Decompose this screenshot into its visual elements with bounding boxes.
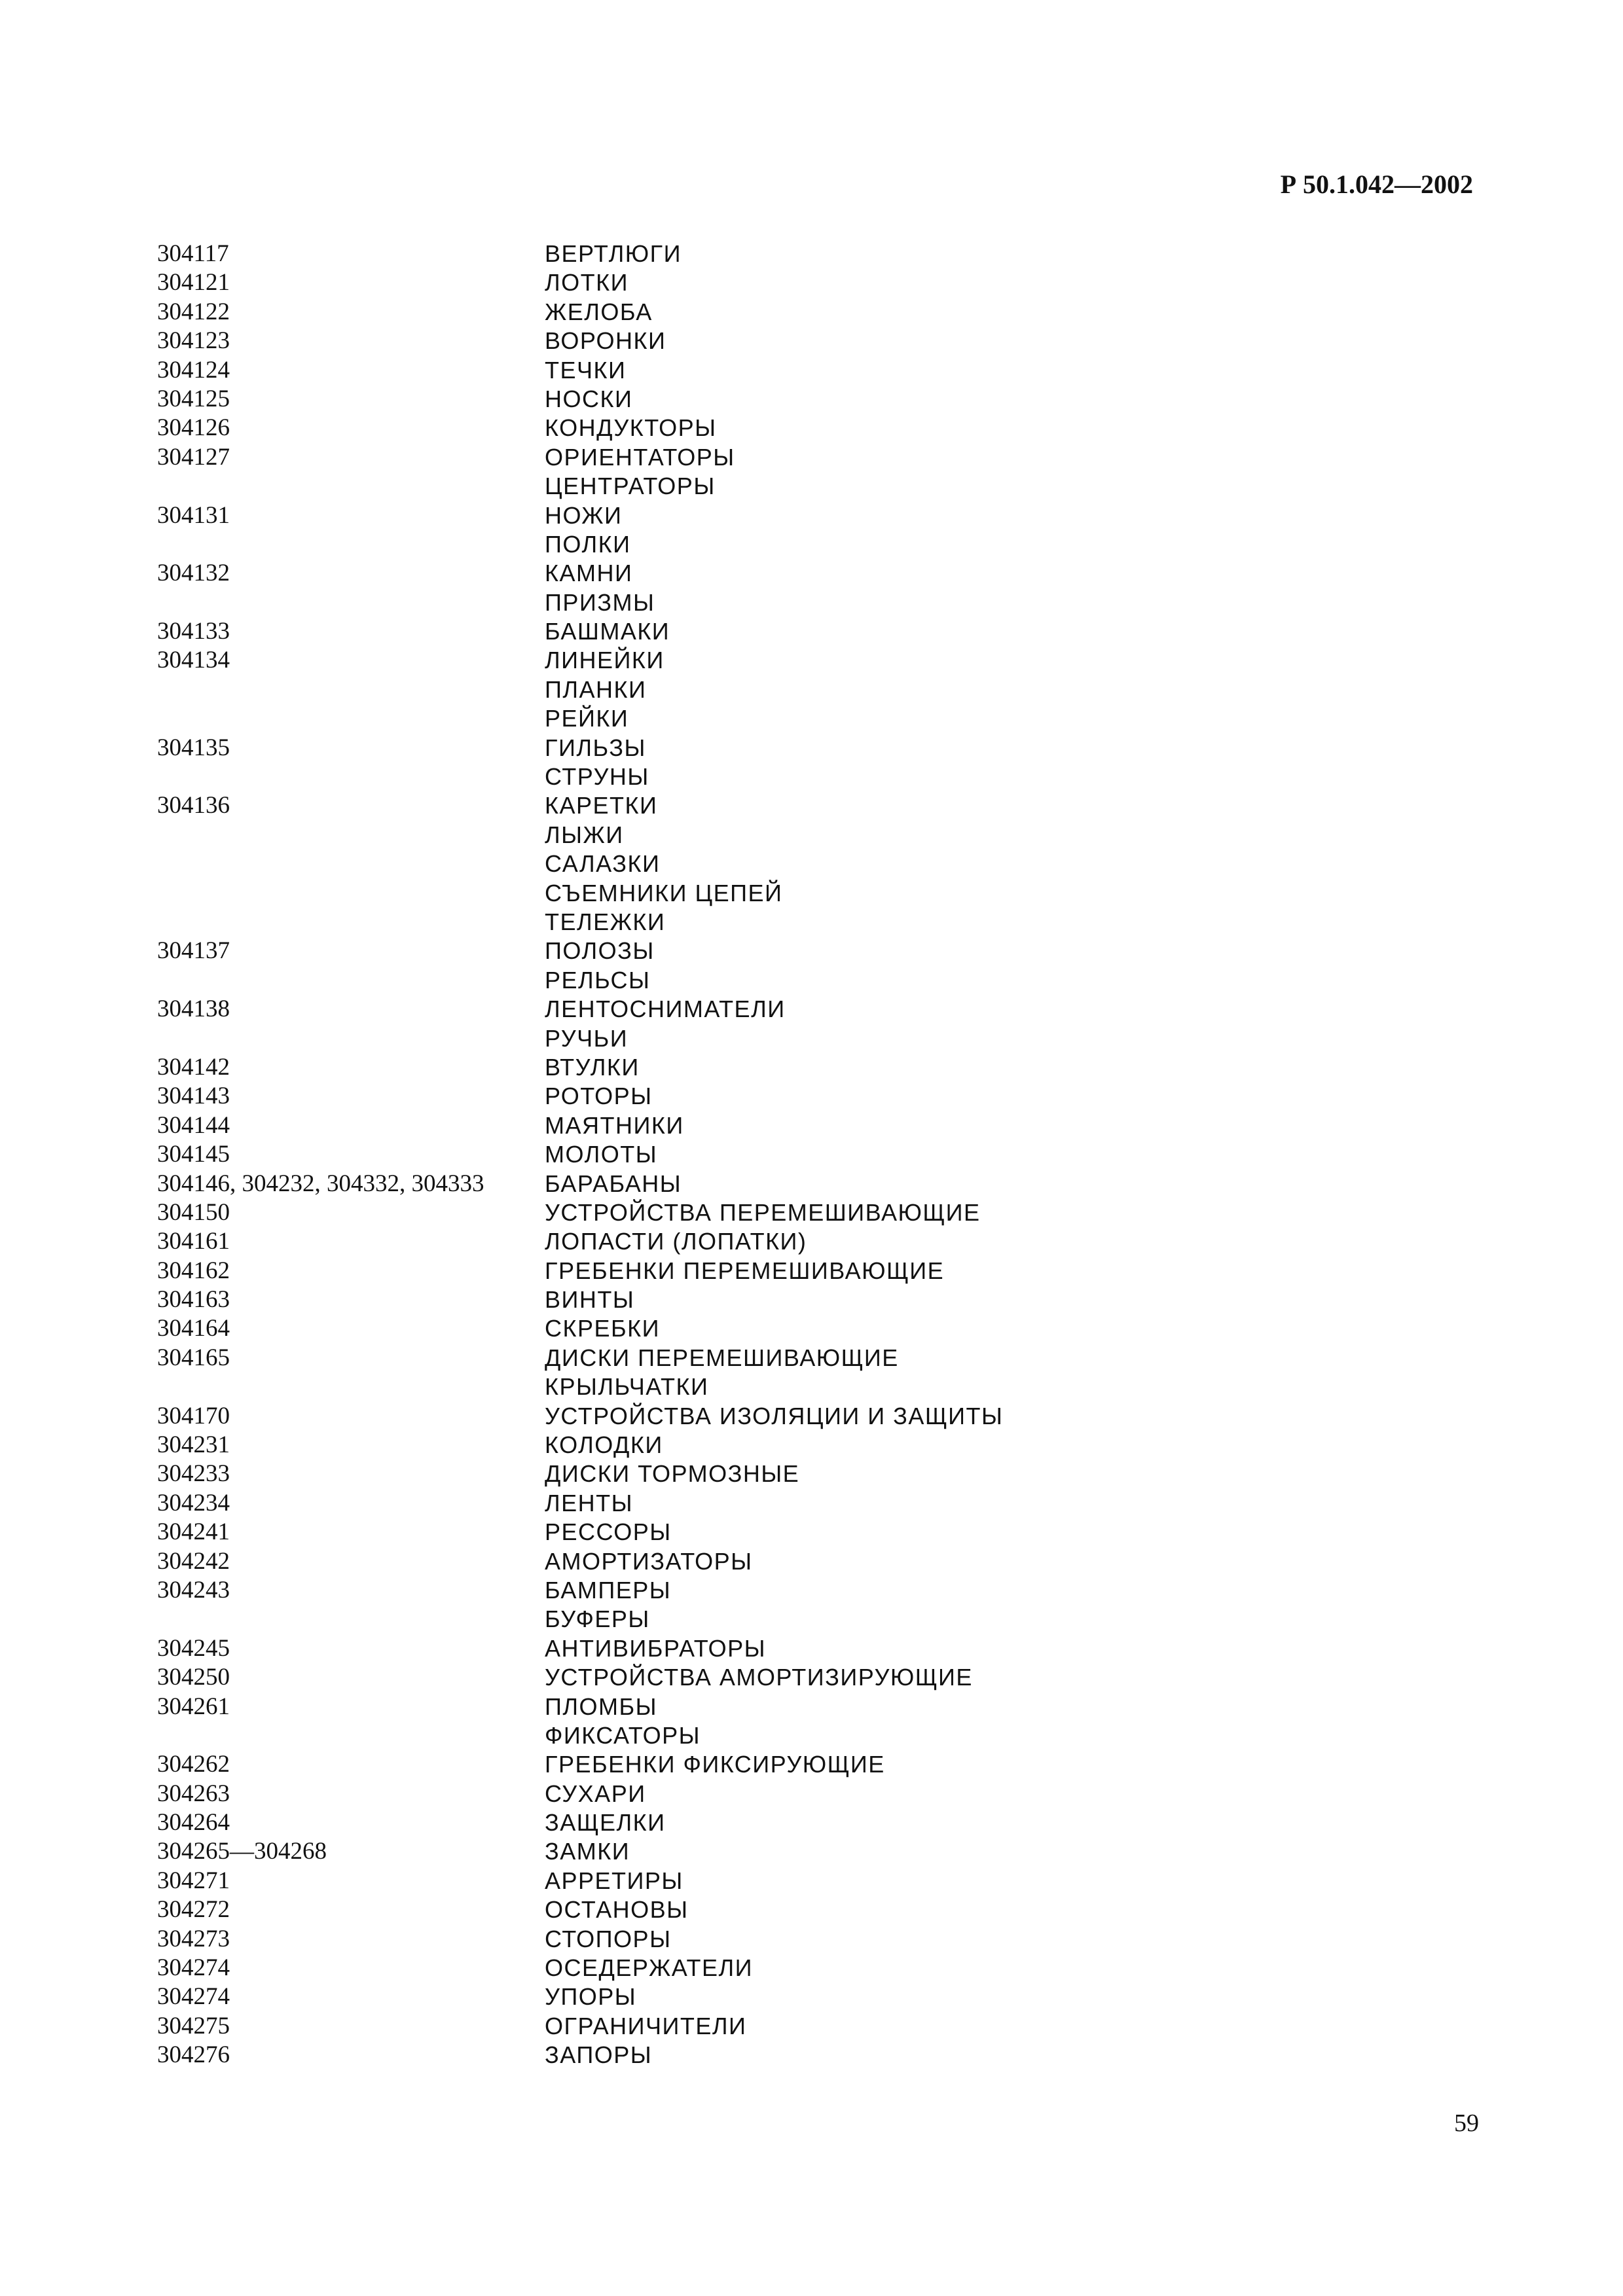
list-item — [157, 1721, 1467, 1750]
item-term: КОНДУКТОРЫ — [545, 414, 717, 442]
item-term: ЛОПАСТИ (ЛОПАТКИ) — [545, 1228, 807, 1255]
item-term: ОСЕДЕРЖАТЕЛИ — [545, 1954, 753, 1982]
list-item — [157, 1024, 1467, 1053]
item-code: 304274 — [157, 1983, 230, 2011]
item-code: 304250 — [157, 1664, 230, 1691]
list-item — [157, 1489, 1467, 1518]
item-term: НОЖИ — [545, 501, 623, 529]
item-code: 304145 — [157, 1141, 230, 1168]
item-code: 304161 — [157, 1228, 230, 1255]
item-term: ГРЕБЕНКИ ФИКСИРУЮЩИЕ — [545, 1751, 885, 1778]
item-term: СТРУНЫ — [545, 763, 649, 791]
item-term: ПОЛКИ — [545, 530, 631, 558]
item-code: 304243 — [157, 1576, 230, 1604]
item-term: РЕЙКИ — [545, 705, 629, 732]
item-term: АРРЕТИРЫ — [545, 1867, 684, 1894]
list-item — [157, 1925, 1467, 1954]
list-item — [157, 240, 1467, 268]
list-item — [157, 1837, 1467, 1866]
item-code: 304263 — [157, 1780, 230, 1807]
list-item — [157, 414, 1467, 442]
list-item — [157, 1808, 1467, 1837]
list-item — [157, 1053, 1467, 1082]
item-term: КАМНИ — [545, 560, 633, 587]
item-code: 304134 — [157, 647, 230, 674]
list-item — [157, 1460, 1467, 1488]
item-term: ДИСКИ ТОРМОЗНЫЕ — [545, 1460, 800, 1488]
item-code: 304233 — [157, 1460, 230, 1488]
item-term: МАЯТНИКИ — [545, 1111, 684, 1139]
item-code: 304241 — [157, 1518, 230, 1546]
list-item — [157, 1895, 1467, 1924]
item-code: 304121 — [157, 269, 230, 296]
item-term: ОРИЕНТАТОРЫ — [545, 443, 735, 471]
list-item — [157, 995, 1467, 1024]
list-item — [157, 1605, 1467, 1634]
item-code: 304143 — [157, 1083, 230, 1110]
item-code: 304122 — [157, 298, 230, 325]
item-term: УСТРОЙСТВА ИЗОЛЯЦИИ И ЗАЩИТЫ — [545, 1402, 1004, 1429]
list-item — [157, 559, 1467, 588]
item-code: 304231 — [157, 1431, 230, 1459]
item-term: ЗАМКИ — [545, 1838, 630, 1865]
list-item — [157, 1314, 1467, 1343]
item-term: ЗАПОРЫ — [545, 2041, 653, 2069]
item-term: УСТРОЙСТВА АМОРТИЗИРУЮЩИЕ — [545, 1664, 973, 1691]
item-term: РОТОРЫ — [545, 1083, 653, 1110]
list-item — [157, 1867, 1467, 1895]
list-item — [157, 530, 1467, 559]
item-code: 304138 — [157, 996, 230, 1023]
item-code: 304264 — [157, 1809, 230, 1837]
item-term: КОЛОДКИ — [545, 1431, 663, 1459]
list-item — [157, 966, 1467, 995]
item-code: 304164 — [157, 1315, 230, 1342]
item-term: КАРЕТКИ — [545, 792, 658, 819]
list-item — [157, 472, 1467, 501]
item-term: УСТРОЙСТВА ПЕРЕМЕШИВАЮЩИЕ — [545, 1198, 981, 1226]
item-code: 304275 — [157, 2012, 230, 2039]
list-item — [157, 2041, 1467, 2070]
item-term: РЕЛЬСЫ — [545, 966, 651, 994]
list-item — [157, 588, 1467, 617]
item-code: 304126 — [157, 414, 230, 442]
item-term: ГИЛЬЗЫ — [545, 734, 646, 761]
list-item — [157, 1780, 1467, 1808]
item-term: МОЛОТЫ — [545, 1141, 658, 1168]
item-term: ВОРОНКИ — [545, 327, 666, 355]
item-code: 304132 — [157, 560, 230, 587]
item-term: ТЕЧКИ — [545, 356, 627, 384]
item-code: 304142 — [157, 1053, 230, 1081]
list-item — [157, 879, 1467, 908]
list-item — [157, 443, 1467, 472]
item-term: РЕССОРЫ — [545, 1518, 672, 1546]
list-item — [157, 850, 1467, 878]
item-term: ПРИЗМЫ — [545, 588, 655, 616]
list-item — [157, 1257, 1467, 1285]
list-item — [157, 1954, 1467, 1982]
list-item — [157, 356, 1467, 385]
item-code: 304273 — [157, 1925, 230, 1952]
list-item — [157, 1402, 1467, 1431]
list-item — [157, 1140, 1467, 1169]
list-item — [157, 1750, 1467, 1779]
list-item — [157, 791, 1467, 820]
item-code: 304150 — [157, 1198, 230, 1226]
list-item — [157, 1518, 1467, 1547]
list-item — [157, 1170, 1467, 1198]
list-item — [157, 704, 1467, 733]
item-term: ОСТАНОВЫ — [545, 1896, 689, 1924]
list-item — [157, 734, 1467, 762]
item-code: 304125 — [157, 385, 230, 412]
classification-list — [157, 240, 1467, 2070]
item-term: УПОРЫ — [545, 1983, 637, 2011]
list-item — [157, 762, 1467, 791]
list-item — [157, 1198, 1467, 1227]
item-term: АМОРТИЗАТОРЫ — [545, 1547, 753, 1575]
item-code: 304245 — [157, 1634, 230, 1662]
item-term: ЗАЩЕЛКИ — [545, 1809, 666, 1837]
item-code: 304146, 304232, 304332, 304333 — [157, 1170, 484, 1197]
item-code: 304131 — [157, 501, 230, 529]
item-term: ЛИНЕЙКИ — [545, 647, 665, 674]
item-term: БУФЕРЫ — [545, 1605, 650, 1633]
list-item — [157, 821, 1467, 850]
page-header-document-code: Р 50.1.042—2002 — [1280, 170, 1473, 199]
list-item — [157, 1227, 1467, 1256]
list-item — [157, 385, 1467, 414]
list-item — [157, 1285, 1467, 1314]
list-item — [157, 1547, 1467, 1576]
item-code: 304137 — [157, 937, 230, 965]
list-item — [157, 501, 1467, 530]
item-term: ЛЕНТОСНИМАТЕЛИ — [545, 996, 786, 1023]
list-item — [157, 1344, 1467, 1372]
item-code: 304135 — [157, 734, 230, 761]
item-term: ПОЛОЗЫ — [545, 937, 655, 965]
item-code: 304124 — [157, 356, 230, 384]
list-item — [157, 617, 1467, 646]
item-code: 304163 — [157, 1286, 230, 1314]
item-code: 304265—304268 — [157, 1838, 327, 1865]
item-term: СТОПОРЫ — [545, 1925, 672, 1952]
list-item — [157, 1663, 1467, 1692]
item-term: ТЕЛЕЖКИ — [545, 908, 666, 935]
item-term: БАШМАКИ — [545, 618, 670, 645]
list-item — [157, 1693, 1467, 1721]
item-code: 304261 — [157, 1693, 230, 1720]
item-code: 304127 — [157, 443, 230, 471]
item-code: 304144 — [157, 1111, 230, 1139]
list-item — [157, 646, 1467, 675]
item-term: САЛАЗКИ — [545, 850, 661, 878]
list-item — [157, 1111, 1467, 1140]
item-term: БАМПЕРЫ — [545, 1576, 672, 1604]
list-item — [157, 1634, 1467, 1663]
item-term: РУЧЬИ — [545, 1024, 629, 1052]
item-code: 304276 — [157, 2041, 230, 2069]
item-term: СЪЕМНИКИ ЦЕПЕЙ — [545, 879, 783, 906]
item-code: 304165 — [157, 1344, 230, 1371]
item-term: ЛЕНТЫ — [545, 1489, 633, 1516]
item-term: ПЛОМБЫ — [545, 1693, 657, 1720]
item-term: ОГРАНИЧИТЕЛИ — [545, 2012, 747, 2039]
item-code: 304272 — [157, 1896, 230, 1924]
item-term: КРЫЛЬЧАТКИ — [545, 1373, 709, 1401]
item-term: ПЛАНКИ — [545, 675, 647, 703]
item-code: 304170 — [157, 1402, 230, 1429]
list-item — [157, 327, 1467, 355]
item-code: 304133 — [157, 618, 230, 645]
item-code: 304162 — [157, 1257, 230, 1284]
item-term: ДИСКИ ПЕРЕМЕШИВАЮЩИЕ — [545, 1344, 899, 1371]
item-term: ВТУЛКИ — [545, 1053, 640, 1081]
list-item — [157, 1082, 1467, 1111]
item-term: ЛОТКИ — [545, 269, 629, 296]
list-item — [157, 2012, 1467, 2041]
item-term: ВЕРТЛЮГИ — [545, 240, 682, 267]
list-item — [157, 1372, 1467, 1401]
list-item — [157, 675, 1467, 704]
item-code: 304242 — [157, 1547, 230, 1575]
list-item — [157, 937, 1467, 965]
page-number: 59 — [1454, 2109, 1479, 2137]
item-code: 304274 — [157, 1954, 230, 1982]
item-term: СКРЕБКИ — [545, 1315, 660, 1342]
item-term: ЦЕНТРАТОРЫ — [545, 473, 716, 500]
item-code: 304136 — [157, 792, 230, 819]
item-term: ФИКСАТОРЫ — [545, 1721, 701, 1749]
list-item — [157, 298, 1467, 327]
item-term: ГРЕБЕНКИ ПЕРЕМЕШИВАЮЩИЕ — [545, 1257, 945, 1284]
item-code: 304117 — [157, 240, 229, 267]
item-term: ЖЕЛОБА — [545, 298, 653, 325]
item-term: СУХАРИ — [545, 1780, 646, 1807]
list-item — [157, 1576, 1467, 1605]
list-item — [157, 1982, 1467, 2011]
item-term: ЛЫЖИ — [545, 821, 624, 848]
item-term: БАРАБАНЫ — [545, 1170, 682, 1197]
list-item — [157, 1431, 1467, 1460]
item-code: 304234 — [157, 1489, 230, 1516]
item-code: 304271 — [157, 1867, 230, 1894]
item-term: НОСКИ — [545, 385, 633, 412]
item-term: ВИНТЫ — [545, 1286, 635, 1314]
item-term: АНТИВИБРАТОРЫ — [545, 1634, 766, 1662]
item-code: 304262 — [157, 1751, 230, 1778]
list-item — [157, 268, 1467, 297]
item-code: 304123 — [157, 327, 230, 355]
list-item — [157, 908, 1467, 937]
